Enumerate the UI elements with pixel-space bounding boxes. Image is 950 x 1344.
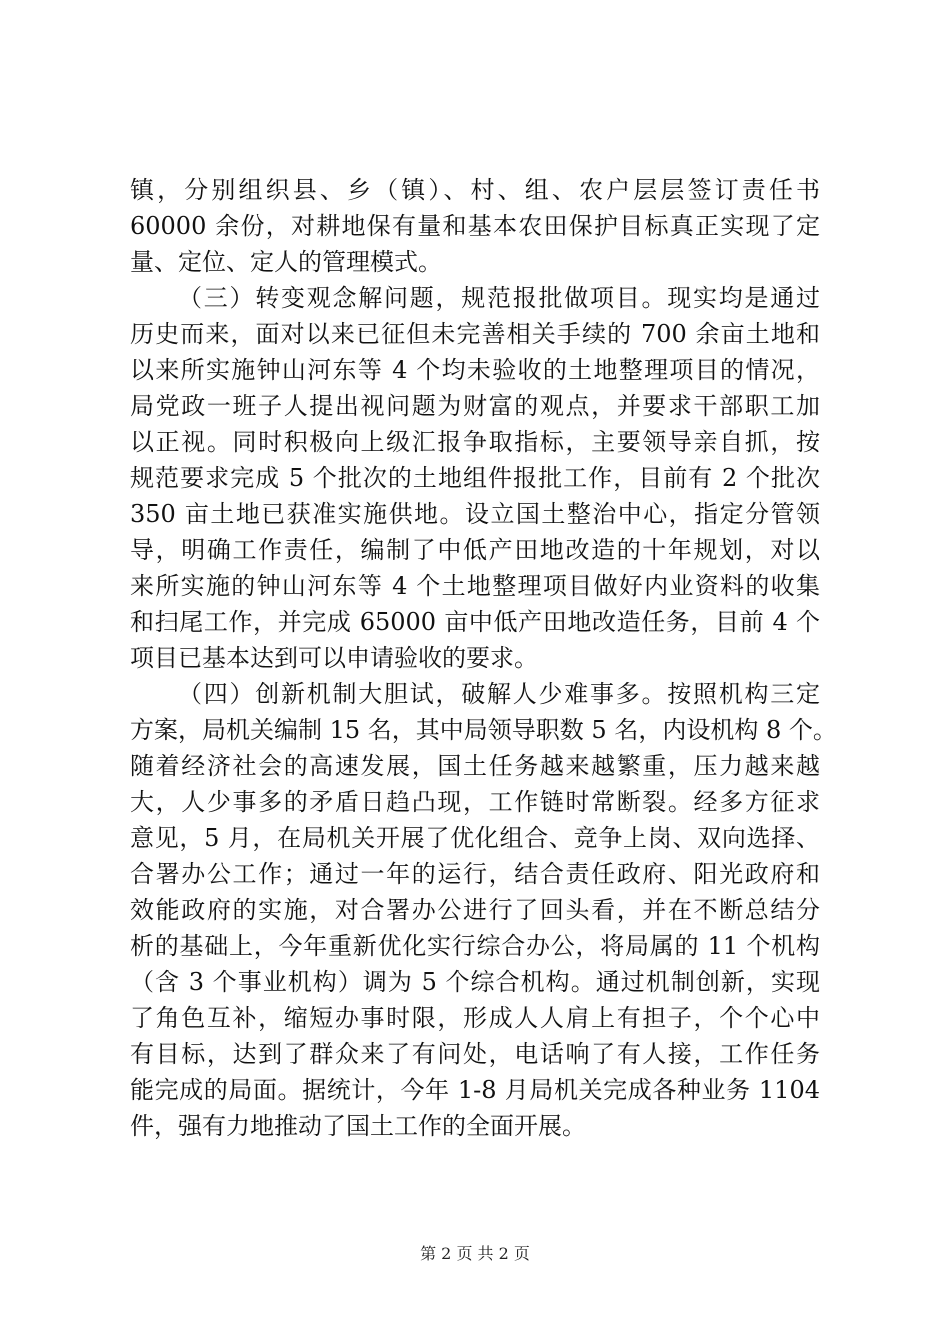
text-line: 60000 余份，对耕地保有量和基本农田保护目标真正实现了定: [130, 212, 820, 240]
paragraph-3: [130, 676, 837, 1144]
document-body: [130, 172, 837, 1144]
text-line: 导，明确工作责任，编制了中低产田地改造的十年规划，对以: [130, 536, 820, 564]
text-line: 规范要求完成 5 个批次的土地组件报批工作，目前有 2 个批次: [130, 464, 820, 492]
text-line: 历史而来，面对以来已征但未完善相关手续的 700 余亩土地和: [130, 320, 820, 348]
text-line: 以来所实施钟山河东等 4 个均未验收的土地整理项目的情况，: [130, 356, 820, 384]
page-footer: 第 2 页 共 2 页: [420, 1244, 530, 1263]
text-line: 和扫尾工作，并完成 65000 亩中低产田地改造任务，目前 4 个: [130, 608, 820, 636]
text-line: （含 3 个事业机构）调为 5 个综合机构。通过机制创新，实现: [130, 968, 820, 996]
paragraph-1: [130, 172, 820, 280]
text-line: 来所实施的钟山河东等 4 个土地整理项目做好内业资料的收集: [130, 572, 820, 600]
text-line: 以正视。同时积极向上级汇报争取指标，主要领导亲自抓，按: [130, 428, 820, 456]
text-line: 能完成的局面。据统计，今年 1-8 月局机关完成各种业务 1104: [130, 1076, 820, 1104]
text-line: 350 亩土地已获准实施供地。设立国土整治中心，指定分管领: [130, 500, 820, 528]
text-line: （四）创新机制大胆试，破解人少难事多。按照机构三定: [178, 680, 820, 708]
text-line: 件，强有力地推动了国土工作的全面开展。: [130, 1112, 586, 1140]
text-line: 有目标，达到了群众来了有问处，电话响了有人接，工作任务: [130, 1040, 820, 1068]
text-line: 合署办公工作；通过一年的运行，结合责任政府、阳光政府和: [130, 860, 820, 888]
text-line: 量、定位、定人的管理模式。: [130, 248, 442, 276]
text-line: 意见，5 月，在局机关开展了优化组合、竞争上岗、双向选择、: [130, 824, 820, 852]
text-line: 随着经济社会的高速发展，国土任务越来越繁重，压力越来越: [130, 752, 820, 780]
text-line: （三）转变观念解问题，规范报批做项目。现实均是通过: [178, 284, 820, 312]
text-line: 项目已基本达到可以申请验收的要求。: [130, 644, 538, 672]
paragraph-2: [130, 280, 820, 676]
text-line: 镇，分别组织县、乡（镇）、村、组、农户层层签订责任书: [130, 176, 820, 204]
text-line: 局党政一班子人提出视问题为财富的观点，并要求干部职工加: [130, 392, 820, 420]
text-line: 效能政府的实施，对合署办公进行了回头看，并在不断总结分: [130, 896, 820, 924]
text-line: 大，人少事多的矛盾日趋凸现，工作链时常断裂。经多方征求: [130, 788, 820, 816]
text-line: 方案，局机关编制 15 名，其中局领导职数 5 名，内设机构 8 个。: [130, 716, 837, 744]
text-line: 了角色互补，缩短办事时限，形成人人肩上有担子，个个心中: [130, 1004, 820, 1032]
text-line: 析的基础上，今年重新优化实行综合办公，将局属的 11 个机构: [130, 932, 820, 960]
